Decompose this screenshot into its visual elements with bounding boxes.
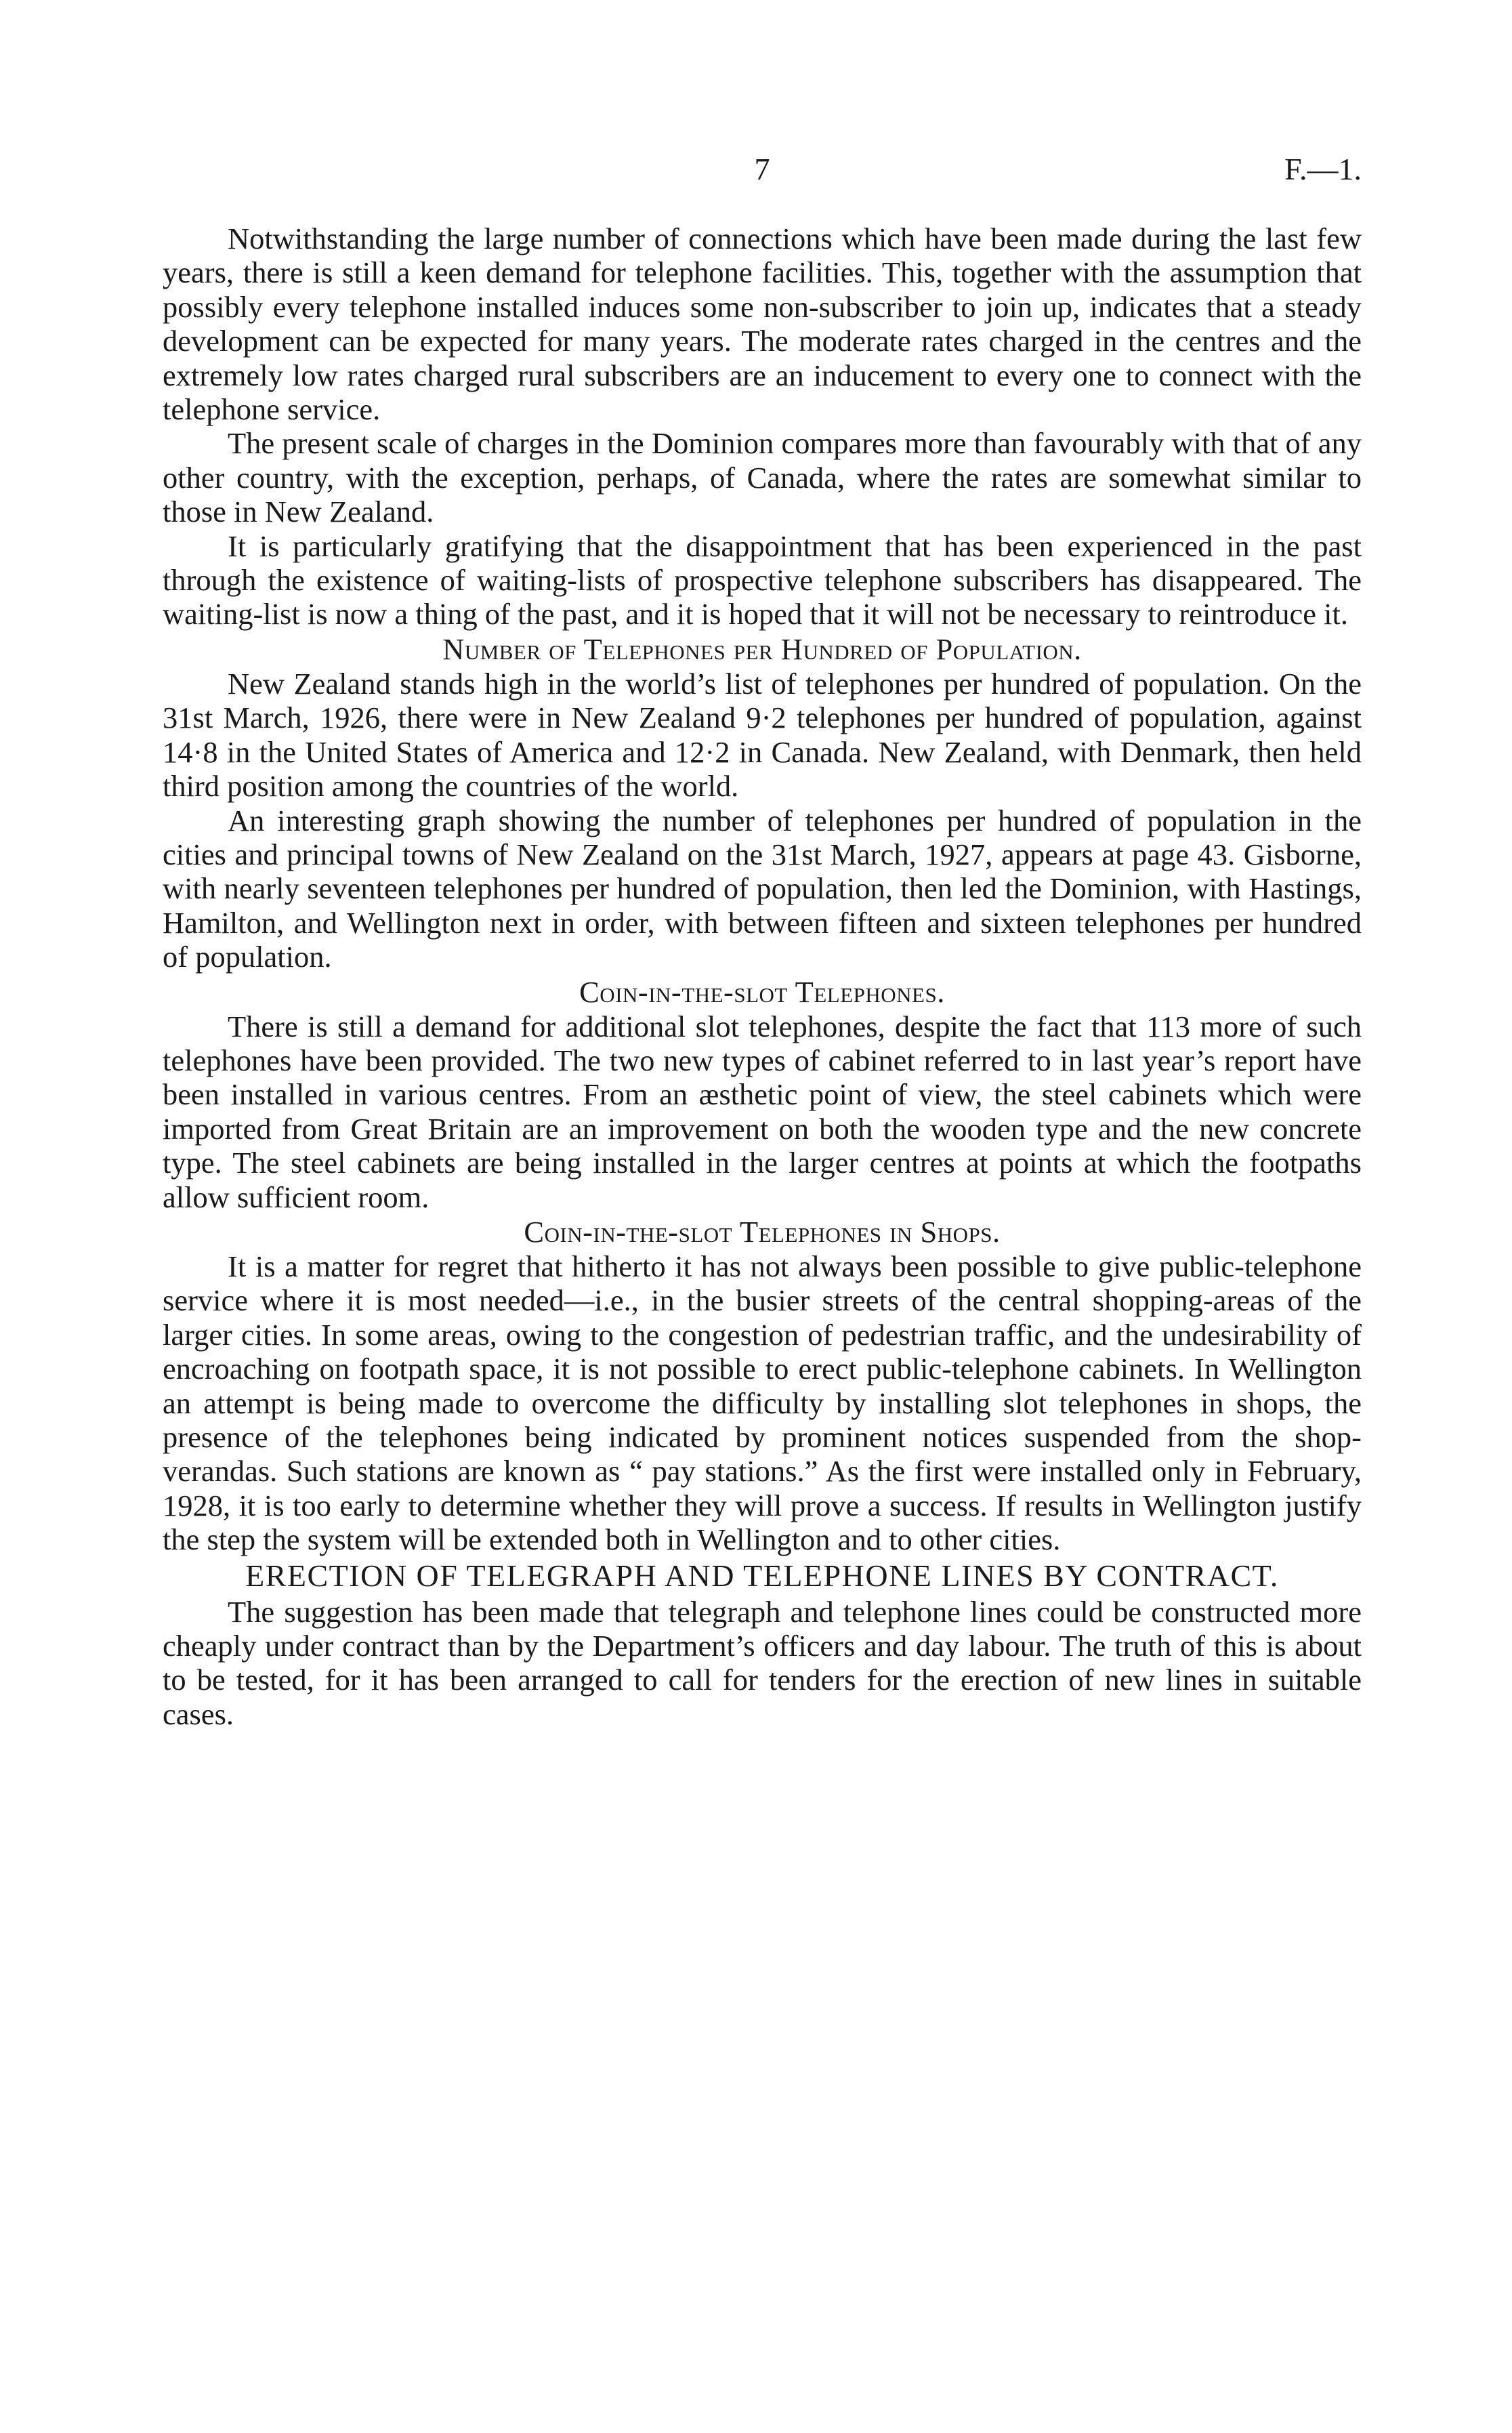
section-heading-telephones-per-hundred: Number of Telephones per Hundred of Population.: [442, 631, 1082, 666]
paragraph: Notwithstanding the large number of connections which have been made during the last few years, there is still a keen demand for telephone facilities. This, together with the assumption that possibly every telephone installed induces some non-subscriber to join up, indicates that a steady development can be expected for many years. The moderate rates charged in the centres and the extremely low rates charged rural subscribers are an inducement to every one to connect with the telephone service.: [163, 222, 1362, 427]
section-heading-slot-telephones: Coin-in-the-slot Telephones.: [579, 974, 945, 1009]
section-heading-erection-of-lines: ERECTION OF TELEGRAPH AND TELEPHONE LINES BY CONTRACT.: [245, 1558, 1279, 1593]
paragraph: An interesting graph showing the number of telephones per hundred of population in the cities and principal towns of New Zealand on the 31st March, 1927, appears at page 43. Gisborne, with nearly seventeen telephones per hundred of population, then led the Dominion, with Hastings, Hamilton, and Wellington next in order, with between fifteen and sixteen telephones per hundred of population.: [163, 803, 1362, 974]
paragraph: New Zealand stands high in the world’s list of telephones per hundred of population. On the 31st March, 1926, there were in New Zealand 9·2 telephones per hundred of population, against 14·8 in the United States of America and 12·2 in Canada. New Zealand, with Denmark, then held third position among the countries of the world.: [163, 666, 1362, 804]
document-body: [163, 222, 1362, 1731]
paragraph: It is particularly gratifying that the disappointment that has been experienced in the past through the existence of waiting-lists of prospective telephone subscribers has disappeared. The waiting-list is now a thing of the past, and it is hoped that it will not be necessary to reintroduce it.: [163, 528, 1362, 631]
paragraph: The present scale of charges in the Dominion compares more than favourably with that of any other country, with the exception, perhaps, of Canada, where the rates are somewhat similar to those in New Zealand.: [163, 426, 1362, 529]
paragraph: There is still a demand for additional slot telephones, despite the fact that 113 more of such telephones have been provided. The two new types of cabinet referred to in last year’s report have been installed in various centres. From an æsthetic point of view, the steel cabinets which were imported from Great Britain are an improvement on both the wooden type and the new concrete type. The steel cabinets are being installed in the larger centres at points at which the footpaths allow sufficient room.: [163, 1009, 1362, 1214]
section-heading-slot-telephones-in-shops: Coin-in-the-slot Telephones in Shops.: [524, 1214, 1001, 1249]
page-header: [163, 149, 1362, 190]
paragraph: It is a matter for regret that hitherto it has not always been possible to give public-telephone service where it is most needed—i.e., in the busier streets of the central shopping-areas of the larger cities. In some areas, owing to the congestion of pedestrian traffic, and the undesirability of encroaching on footpath space, it is not possible to erect public-telephone cabinets. In Wellington an attempt is being made to overcome the difficulty by installing slot telephones in shops, the presence of the telephones being indicated by prominent notices suspended from the shop-verandas. Such stations are known as “ pay stations.” As the first were installed only in February, 1928, it is too early to determine whether they will prove a success. If results in Wellington justify the step the system will be extended both in Wellington and to other cities.: [163, 1249, 1362, 1557]
page-number: 7: [754, 152, 770, 186]
document-reference: F.—1.: [1284, 152, 1362, 186]
paragraph: The suggestion has been made that telegraph and telephone lines could be constructed more cheaply under contract than by the Department’s officers and day labour. The truth of this is about to be tested, for it has been arranged to call for tenders for the erection of new lines in suitable cases.: [163, 1594, 1362, 1731]
